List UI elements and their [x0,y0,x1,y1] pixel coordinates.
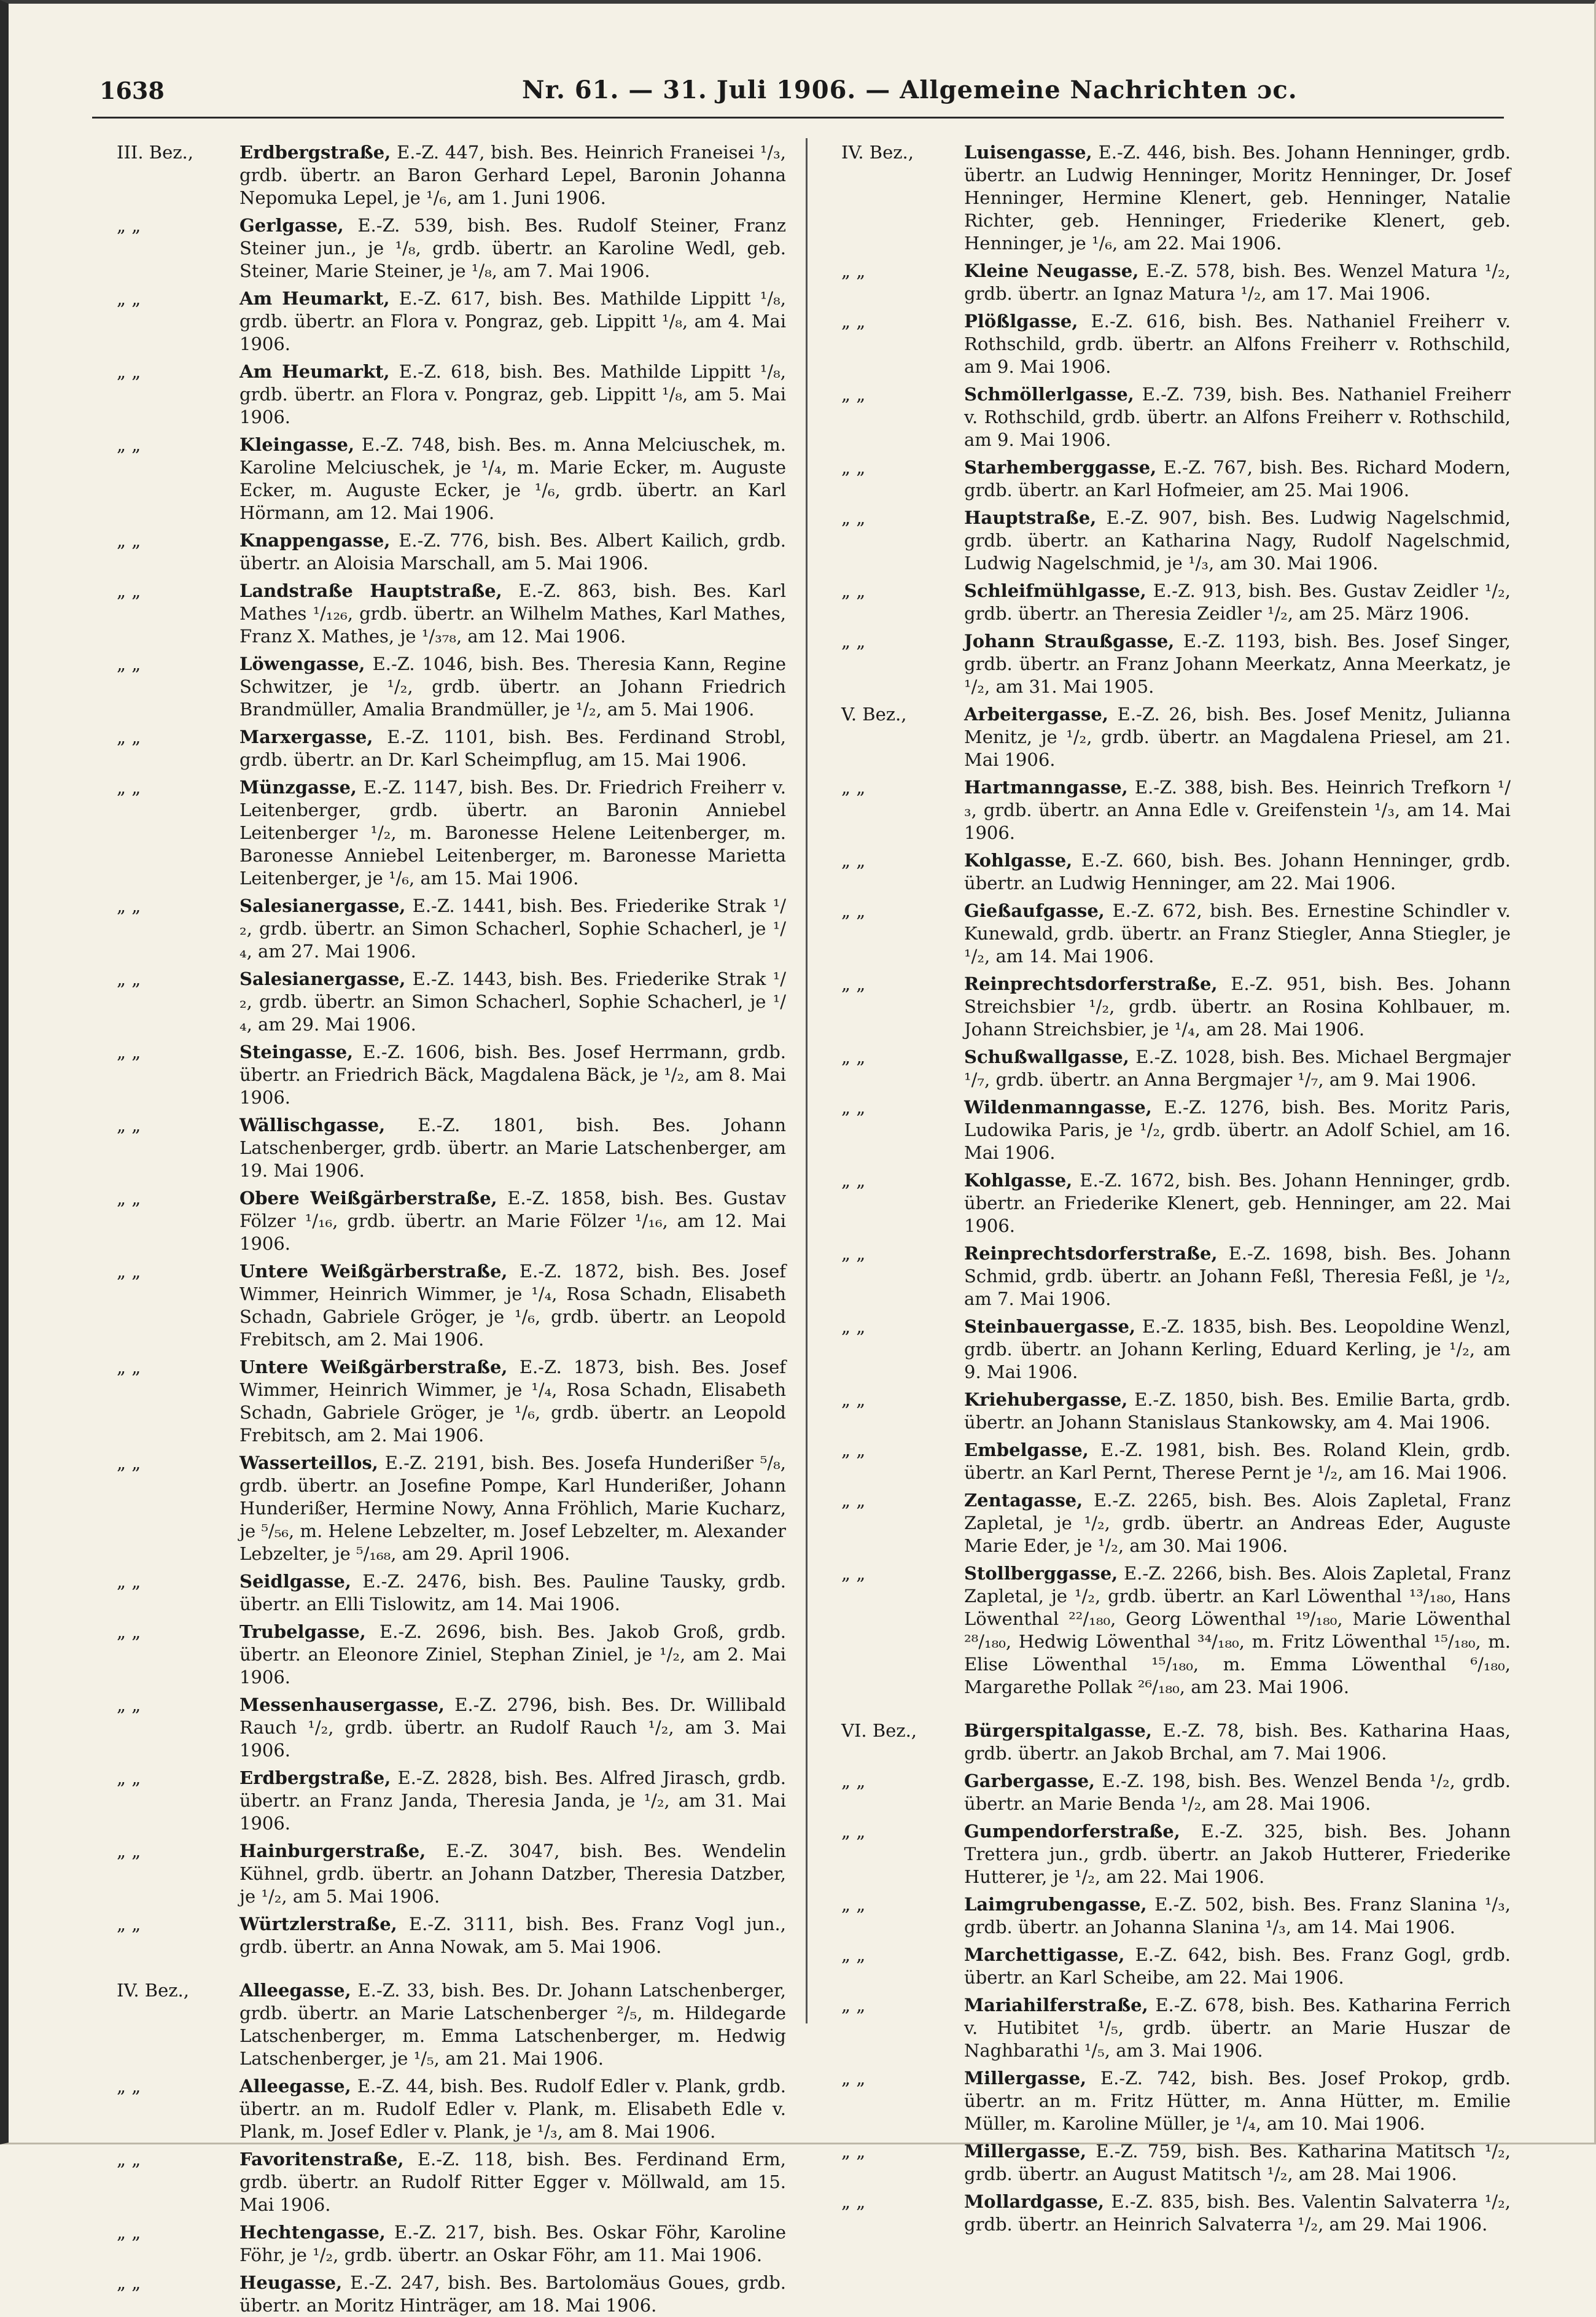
entry-text: E.-Z. 388, bish. Bes. Heinrich Trefkorn ¹/₃, grdb. übertr. an Anna Edle v. Greifenstein ¹/₃, am 14. Mai 1906. [964,777,1511,843]
district-label: „ „ [117,288,141,309]
entry-text: E.-Z. 1873, bish. Bes. Josef Wimmer, Heinrich Wimmer, je ¹/₄, Rosa Schadn, Elisabeth Schadn, Gabriele Gröger, je ¹/₆, grdb. übertr. an Leopold Frebitsch, am 2. Mai 1906. [239,1357,787,1446]
entry-text: E.-Z. 748, bish. Bes. m. Anna Melciuschek, m. Karoline Melciuschek, je ¹/₄, m. Marie Ecker, m. Auguste Ecker, m. Auguste Ecker, je ¹/₆, grdb. übertr. an Karl Hörmann, am 12. Mai 1906. [239,434,787,523]
district-label: „ „ [841,1170,866,1191]
entry-text: E.-Z. 247, bish. Bes. Bartolomäus Goues, grdb. übertr. an Moritz Hinträger, am 18. Mai 1906. [239,2272,786,2316]
entry-text: E.-Z. 2696, bish. Bes. Jakob Groß, grdb. übertr. an Eleonore Ziniel, Stephan Ziniel, je ¹/₂, am 2. Mai 1906. [239,1621,786,1688]
street-name: Kohlgasse, [964,850,1073,871]
entry-text: E.-Z. 1276, bish. Bes. Moritz Paris, Ludowika Paris, je ¹/₂, grdb. übertr. an Adolf Schiel, am 16. Mai 1906. [964,1097,1511,1163]
entry-text: E.-Z. 2828, bish. Bes. Alfred Jirasch, grdb. übertr. an Franz Janda, Theresia Janda, je ¹/₂, am 31. Mai 1906. [239,1767,787,1834]
street-name: Wildenmanngasse, [964,1097,1152,1118]
register-entry [117,214,786,282]
page-title: Nr. 61. — 31. Juli 1906. — Allgemeine Nachrichten ɔc. [522,76,1298,104]
entry-text: E.-Z. 742, bish. Bes. Josef Prokop, grdb. übertr. an m. Fritz Hütter, m. Anna Hütter, m. Emilie Müller, m. Karoline Müller, je ¹/₄, am 10. Mai 1906. [964,2068,1511,2134]
register-entry [117,1767,786,1835]
district-label: „ „ [841,580,866,601]
street-name: Plößlgasse, [964,311,1078,332]
entry-text: E.-Z. 2191, bish. Bes. Josefa Hunderißer ⁵/₈, grdb. übertr. an Josefine Pompe, Karl Hunderißer, Johann Hunderißer, Hermine Nowy, Anna Fröhlich, Marie Kucharz, je ⁵/₅₆, m. Helene Lebzelter, m. Josef Lebzelter, m. Alexander Lebzelter, je ⁵/₁₆₈, am 29. April 1906. [239,1452,786,1564]
street-name: Am Heumarkt, [239,361,390,382]
register-entry [841,141,1511,255]
entry-text: E.-Z. 739, bish. Bes. Nathaniel Freiherr v. Rothschild, grdb. übertr. an Alfons Freiherr v. Rothschild, am 9. Mai 1906. [964,384,1511,450]
district-label: „ „ [117,434,141,455]
entry-text: E.-Z. 502, bish. Bes. Franz Slanina ¹/₃, grdb. übertr. an Johanna Slanina ¹/₃, am 14. Mai 1906. [964,1894,1511,1937]
entry-text: E.-Z. 1046, bish. Bes. Theresia Kann, Regine Schwitzer, je ¹/₂, grdb. übertr. an Johann Friedrich Brandmüller, Amalia Brandmüller, je ¹/₂, am 5. Mai 1906. [239,653,786,720]
entry-text: E.-Z. 1101, bish. Bes. Ferdinand Strobl, grdb. übertr. an Dr. Karl Scheimpflug, am 15. Mai 1906. [239,726,786,770]
register-entry [841,383,1511,451]
entry-text: E.-Z. 672, bish. Bes. Ernestine Schindler v. Kunewald, grdb. übertr. an Franz Stiegler, Anna Stiegler, je ¹/₂, am 14. Mai 1906. [964,900,1511,967]
district-label: „ „ [117,1115,141,1135]
register-entry [841,2067,1511,2135]
district-label: „ „ [117,1621,141,1642]
district-label: „ „ [841,2191,866,2212]
district-label: „ „ [841,1316,866,1337]
register-entry [841,1096,1511,1164]
street-name: Alleegasse, [239,2076,351,2097]
district-label: „ „ [841,631,866,652]
register-entry [841,630,1511,698]
street-name: Favoritenstraße, [239,2149,404,2170]
register-entry [841,1820,1511,1888]
street-name: Untere Weißgärberstraße, [239,1357,508,1377]
street-name: Hauptstraße, [964,507,1097,528]
street-name: Johann Straußgasse, [964,631,1175,652]
street-name: Gumpendorferstraße, [964,1821,1180,1842]
entry-text: E.-Z. 3047, bish. Bes. Wendelin Kühnel, grdb. übertr. an Johann Datzber, Theresia Datzber, je ¹/₂, am 5. Mai 1906. [239,1840,786,1907]
register-entry [117,1041,786,1109]
register-entry [841,1242,1511,1310]
register-entry [841,2140,1511,2186]
district-label: „ „ [841,1944,866,1965]
street-name: Mollardgasse, [964,2191,1105,2212]
street-name: Kleine Neugasse, [964,260,1139,281]
column-divider [806,138,808,2023]
register-entry [841,1994,1511,2062]
street-name: Obere Weißgärberstraße, [239,1188,497,1209]
register-entry [117,653,786,721]
entry-text: E.-Z. 1028, bish. Bes. Michael Bergmajer ¹/₇, grdb. übertr. an Anna Bergmajer ¹/₇, am 9. Mai 1906. [964,1046,1511,1090]
district-label: „ „ [117,1357,141,1377]
register-entry [841,580,1511,625]
street-name: Embelgasse, [964,1439,1089,1460]
entry-text: E.-Z. 835, bish. Bes. Valentin Salvaterra ¹/₂, grdb. übertr. an Heinrich Salvaterra ¹/₂, am 29. Mai 1906. [964,2191,1511,2235]
district-label: „ „ [841,311,866,332]
district-label: „ „ [117,2272,141,2293]
register-entry [841,900,1511,968]
street-name: Kleingasse, [239,434,355,455]
street-name: Reinprechtsdorferstraße, [964,973,1218,994]
register-entry [117,434,786,524]
district-label: „ „ [117,1694,141,1715]
register-entry [841,1388,1511,1434]
street-name: Hainburgerstraße, [239,1840,426,1861]
street-name: Kriehubergasse, [964,1389,1128,1410]
entry-text: E.-Z. 44, bish. Bes. Rudolf Edler v. Plank, grdb. übertr. an m. Rudolf Edler v. Plank, m. Elisabeth Edle v. Plank, m. Josef Edler v. Plank, je ¹/₃, am 8. Mai 1906. [239,2076,786,2142]
street-name: Schleifmühlgasse, [964,580,1146,601]
district-label: „ „ [841,384,866,405]
district-label: „ „ [841,1389,866,1410]
district-label: „ „ [841,1770,866,1791]
entry-text: E.-Z. 539, bish. Bes. Rudolf Steiner, Franz Steiner jun., je ¹/₈, grdb. übertr. an Karoline Wedl, geb. Steiner, Marie Steiner, je ¹/₈, am 7. Mai 1906. [239,215,786,281]
district-label: „ „ [117,1840,141,1861]
street-name: Hechtengasse, [239,2222,386,2243]
street-name: Starhemberggasse, [964,457,1157,478]
district-label: „ „ [841,2068,866,2089]
entry-text: E.-Z. 617, bish. Bes. Mathilde Lippitt ¹/₈, grdb. übertr. an Flora v. Pongraz, geb. Lippitt ¹/₈, am 4. Mai 1906. [239,288,786,354]
register-entry [117,1187,786,1255]
register-entry [117,1840,786,1908]
district-label: „ „ [841,1490,866,1511]
district-label: „ „ [117,653,141,674]
district-label: „ „ [841,777,866,798]
street-name: Steinbauergasse, [964,1316,1136,1337]
district-label: „ „ [117,361,141,382]
register-entry [117,2148,786,2216]
page-number: 1638 [99,77,165,104]
street-name: Erdbergstraße, [239,1767,391,1788]
street-name: Luisengasse, [964,142,1092,163]
entry-text: E.-Z. 26, bish. Bes. Josef Menitz, Julianna Menitz, je ¹/₂, grdb. übertr. an Magdalena Priesel, am 21. Mai 1906. [964,704,1511,770]
street-name: Münzgasse, [239,777,357,798]
entry-text: E.-Z. 33, bish. Bes. Dr. Johann Latschenberger, grdb. übertr. an Marie Latschenberger ²/₅, m. Hildegarde Latschenberger, m. Emma Latschenberger, m. Hedwig Latschenberger, je ¹/₅, am 21. Mai 1906. [239,1980,786,2069]
entry-text: E.-Z. 2265, bish. Bes. Alois Zapletal, Franz Zapletal, je ¹/₂, grdb. übertr. an Andreas Eder, Auguste Marie Eder, je ¹/₂, am 30. Mai 1906. [964,1490,1511,1556]
register-entry [117,141,786,209]
register-entry [841,1489,1511,1557]
entry-text: E.-Z. 78, bish. Bes. Katharina Haas, grdb. übertr. an Jakob Brchal, am 7. Mai 1906. [964,1720,1511,1764]
district-label: „ „ [117,530,141,551]
street-name: Reinprechtsdorferstraße, [964,1243,1218,1264]
register-entry [117,1913,786,1958]
register-entry [117,895,786,963]
district-label: „ „ [841,1563,866,1584]
district-label: „ „ [117,1042,141,1062]
district-label: „ „ [117,580,141,601]
entry-text: E.-Z. 3111, bish. Bes. Franz Vogl jun., grdb. übertr. an Anna Nowak, am 5. Mai 1906. [239,1914,786,1957]
district-label: „ „ [841,1821,866,1842]
register-entry [117,1260,786,1351]
street-name: Mariahilferstraße, [964,1995,1148,2015]
register-entry [841,2190,1511,2236]
district-label: V. Bez., [841,704,907,725]
entry-text: E.-Z. 1858, bish. Bes. Gustav Fölzer ¹/₁₆, grdb. übertr. an Marie Fölzer ¹/₁₆, am 12. Mai 1906. [239,1188,786,1254]
register-entry [841,1315,1511,1384]
entry-text: E.-Z. 759, bish. Bes. Katharina Matitsch ¹/₂, grdb. übertr. an August Matitsch ¹/₂, am 28. Mai 1906. [964,2141,1511,2184]
street-name: Landstraße Hauptstraße, [239,580,502,601]
street-name: Kohlgasse, [964,1170,1073,1191]
district-label: IV. Bez., [117,1980,189,2001]
entry-text: E.-Z. 1801, bish. Bes. Johann Latschenberger, grdb. übertr. an Marie Latschenberger, am 19. Mai 1906. [239,1115,787,1181]
entry-text: E.-Z. 913, bish. Bes. Gustav Zeidler ¹/₂, grdb. übertr. an Theresia Zeidler ¹/₂, am 25. März 1906. [964,580,1511,624]
district-label: „ „ [117,2222,141,2243]
street-name: Arbeitergasse, [964,704,1108,725]
district-label: „ „ [841,1894,866,1915]
district-label: „ „ [841,260,866,281]
entry-text: E.-Z. 2266, bish. Bes. Alois Zapletal, Franz Zapletal, je ¹/₂, grdb. übertr. an Karl Löwenthal ¹³/₁₈₀, Hans Löwenthal ²²/₁₈₀, Georg Löwenthal ¹⁹/₁₈₀, Marie Löwenthal ²⁸/₁₈₀, Hedwig Löwenthal ³⁴/₁₈₀, m. Fritz Löwenthal ¹⁵/₁₈₀, m. Elise Löwenthal ¹⁵/₁₈₀, m. Emma Löwenthal ⁶/₁₈₀, Margarethe Pollak ²⁶/₁₈₀, am 23. Mai 1906. [964,1563,1511,1697]
entry-text: E.-Z. 1443, bish. Bes. Friederike Strak ¹/₂, grdb. übertr. an Simon Schacherl, Sophie Schacherl, je ¹/₄, am 29. Mai 1906. [239,968,787,1035]
entry-text: E.-Z. 198, bish. Bes. Wenzel Benda ¹/₂, grdb. übertr. an Marie Benda ¹/₂, am 28. Mai 1906. [964,1770,1511,1814]
district-label: „ „ [117,968,141,989]
entry-text: E.-Z. 1672, bish. Bes. Johann Henninger, grdb. übertr. an Friederike Klenert, geb. Henninger, am 22. Mai 1906. [964,1170,1511,1236]
district-label: „ „ [117,1452,141,1473]
register-entry [117,2272,786,2317]
district-label: „ „ [841,1439,866,1460]
entry-text: E.-Z. 447, bish. Bes. Heinrich Franeisei ¹/₃, grdb. übertr. an Baron Gerhard Lepel, Baronin Johanna Nepomuka Lepel, je ¹/₆, am 1. Juni 1906. [239,142,786,208]
entry-text: E.-Z. 325, bish. Bes. Johann Trettera jun., grdb. übertr. an Jakob Hutterer, Friederike Hutterer, je ¹/₂, am 22. Mai 1906. [964,1821,1511,1887]
entry-text: E.-Z. 1835, bish. Bes. Leopoldine Wenzl, grdb. übertr. an Johann Kerling, Eduard Kerling, je ¹/₂, am 9. Mai 1906. [964,1316,1511,1382]
district-label: III. Bez., [117,142,193,163]
register-entry [117,1570,786,1616]
entry-text: E.-Z. 642, bish. Bes. Franz Gogl, grdb. übertr. an Karl Scheibe, am 22. Mai 1906. [964,1944,1511,1988]
register-entry [841,1439,1511,1484]
entry-text: E.-Z. 1193, bish. Bes. Josef Singer, grdb. übertr. an Franz Johann Meerkatz, Anna Meerkatz, je ¹/₂, am 31. Mai 1905. [964,631,1511,697]
entry-text: E.-Z. 660, bish. Bes. Johann Henninger, grdb. übertr. an Ludwig Henninger, am 22. Mai 1906. [964,850,1511,894]
street-name: Erdbergstraße, [239,142,391,163]
register-entry [841,1719,1511,1765]
entry-text: E.-Z. 2796, bish. Bes. Dr. Willibald Rauch ¹/₂, grdb. übertr. an Rudolf Rauch ¹/₂, am 3. Mai 1906. [239,1694,786,1761]
street-name: Gießaufgasse, [964,900,1105,921]
entry-text: E.-Z. 618, bish. Bes. Mathilde Lippitt ¹/₈, grdb. übertr. an Flora v. Pongraz, geb. Lippitt ¹/₈, am 5. Mai 1906. [239,361,786,427]
register-entry [117,2075,786,2143]
entry-text: E.-Z. 767, bish. Bes. Richard Modern, grdb. übertr. an Karl Hofmeier, am 25. Mai 1906. [964,457,1511,500]
district-label: „ „ [117,1914,141,1934]
district-label: „ „ [117,1571,141,1592]
entry-text: E.-Z. 1872, bish. Bes. Josef Wimmer, Heinrich Wimmer, je ¹/₄, Rosa Schadn, Elisabeth Schadn, Gabriele Gröger, je ¹/₆, grdb. übertr. an Leopold Frebitsch, am 2. Mai 1906. [239,1261,787,1350]
street-name: Wasserteillos, [239,1452,378,1473]
register-entry [117,529,786,575]
header-rule [92,117,1504,119]
street-name: Laimgrubengasse, [964,1894,1147,1915]
street-name: Steingasse, [239,1042,354,1062]
register-entry [841,507,1511,575]
street-name: Löwengasse, [239,653,365,674]
street-name: Zentagasse, [964,1490,1083,1511]
district-label: „ „ [117,215,141,236]
entry-text: E.-Z. 616, bish. Bes. Nathaniel Freiherr v. Rothschild, grdb. übertr. an Alfons Freiherr v. Rothschild, am 9. Mai 1906. [964,311,1511,377]
street-name: Marchettigasse, [964,1944,1125,1965]
district-label: „ „ [117,895,141,916]
district-label: „ „ [841,507,866,528]
right-column [841,141,1511,2235]
district-label: „ „ [117,2149,141,2170]
street-name: Millergasse, [964,2068,1087,2089]
register-entry [117,287,786,356]
street-name: Marxergasse, [239,726,373,747]
entry-text: E.-Z. 118, bish. Bes. Ferdinand Erm, grdb. übertr. an Rudolf Ritter Egger v. Möllwald, am 15. Mai 1906. [239,2149,787,2215]
district-label: „ „ [117,2076,141,2097]
register-entry [117,1694,786,1762]
street-name: Stollberggasse, [964,1563,1118,1584]
register-entry [841,973,1511,1041]
street-name: Salesianergasse, [239,968,406,989]
street-name: Am Heumarkt, [239,288,390,309]
street-name: Garbergasse, [964,1770,1096,1791]
street-name: Seidlgasse, [239,1571,351,1592]
district-label: „ „ [117,1261,141,1282]
street-name: Würtzlerstraße, [239,1914,397,1934]
entry-text: E.-Z. 578, bish. Bes. Wenzel Matura ¹/₂, grdb. übertr. an Ignaz Matura ¹/₂, am 17. Mai 1906. [964,260,1511,304]
register-entry [117,1979,786,2070]
register-entry [841,1046,1511,1091]
district-label: VI. Bez., [841,1720,917,1741]
register-entry [117,2221,786,2267]
street-name: Schußwallgasse, [964,1046,1129,1067]
district-label: „ „ [841,1046,866,1067]
street-name: Schmöllerlgasse, [964,384,1134,405]
street-name: Untere Weißgärberstraße, [239,1261,508,1282]
register-entry [117,1621,786,1689]
entry-text: E.-Z. 2476, bish. Bes. Pauline Tausky, grdb. übertr. an Elli Tislowitz, am 14. Mai 1906. [239,1571,787,1614]
register-entry [841,1169,1511,1237]
left-column [117,141,787,2316]
register-entry [117,726,786,771]
entry-text: E.-Z. 1850, bish. Bes. Emilie Barta, grdb. übertr. an Johann Stanislaus Stankowsky, am 4. Mai 1906. [964,1389,1511,1433]
street-name: Wällischgasse, [239,1115,386,1135]
register-entry [841,776,1511,844]
register-entry [841,1770,1511,1815]
entry-text: E.-Z. 1698, bish. Bes. Johann Schmid, grdb. übertr. an Johann Feßl, Theresia Feßl, je ¹/₂, am 7. Mai 1906. [964,1243,1511,1309]
entry-text: E.-Z. 217, bish. Bes. Oskar Föhr, Karoline Föhr, je ¹/₂, grdb. übertr. an Oskar Föhr, am 11. Mai 1906. [239,2222,787,2265]
street-name: Trubelgasse, [239,1621,366,1642]
entry-text: E.-Z. 678, bish. Bes. Katharina Ferrich v. Hutibitet ¹/₅, grdb. übertr. an Marie Huszar de Naghbarathi ¹/₅, am 3. Mai 1906. [964,1995,1511,2061]
register-entry [117,968,786,1036]
district-label: „ „ [117,1188,141,1209]
register-entry [841,1562,1511,1699]
street-name: Salesianergasse, [239,895,406,916]
register-entry [841,1893,1511,1939]
entry-text: E.-Z. 776, bish. Bes. Albert Kailich, grdb. übertr. an Aloisia Marschall, am 5. Mai 1906. [239,530,787,574]
register-entry [841,310,1511,378]
district-label: „ „ [117,777,141,798]
street-name: Millergasse, [964,2141,1087,2162]
register-entry [117,776,786,890]
district-label: „ „ [841,973,866,994]
street-name: Messenhausergasse, [239,1694,445,1715]
register-entry [117,1452,786,1565]
entry-text: E.-Z. 1441, bish. Bes. Friederike Strak ¹/₂, grdb. übertr. an Simon Schacherl, Sophie Schacherl, je ¹/₄, am 27. Mai 1906. [239,895,787,962]
register-entry [841,1944,1511,1989]
district-label: „ „ [117,726,141,747]
entry-text: E.-Z. 951, bish. Bes. Johann Streichsbier ¹/₂, grdb. übertr. an Rosina Kohlbauer, m. Johann Streichsbier, je ¹/₄, am 28. Mai 1906. [964,973,1511,1040]
register-entry [841,260,1511,305]
street-name: Alleegasse, [239,1980,351,2001]
district-label: „ „ [841,900,866,921]
register-entry [117,1356,786,1447]
register-entry [841,703,1511,771]
district-label: „ „ [841,1995,866,2015]
street-name: Bürgerspitalgasse, [964,1720,1152,1741]
entry-text: E.-Z. 1606, bish. Bes. Josef Herrmann, grdb. übertr. an Friedrich Bäck, Magdalena Bäck, je ¹/₂, am 8. Mai 1906. [239,1042,786,1108]
street-name: Knappengasse, [239,530,391,551]
district-label: „ „ [841,2141,866,2162]
entry-text: E.-Z. 1147, bish. Bes. Dr. Friedrich Freiherr v. Leitenberger, grdb. übertr. an Baronin Anniebel Leitenberger ¹/₂, m. Baronesse Helene Leitenberger, m. Baronesse Anniebel Leitenberger, m. Baronesse Marietta Leitenberger, je ¹/₆, am 15. Mai 1906. [239,777,787,889]
register-entry [117,580,786,648]
entry-text: E.-Z. 1981, bish. Bes. Roland Klein, grdb. übertr. an Karl Pernt, Therese Pernt je ¹/₂, am 16. Mai 1906. [964,1439,1511,1483]
district-label: „ „ [117,1767,141,1788]
street-name: Heugasse, [239,2272,343,2293]
district-label: „ „ [841,850,866,871]
page-header [92,71,1504,114]
entry-text: E.-Z. 907, bish. Bes. Ludwig Nagelschmid, grdb. übertr. an Katharina Nagy, Rudolf Nagelschmid, Ludwig Nagelschmid, je ¹/₃, am 30. Mai 1906. [964,507,1511,574]
street-name: Hartmanngasse, [964,777,1128,798]
register-entry [841,849,1511,895]
register-entry [841,456,1511,502]
entry-text: E.-Z. 446, bish. Bes. Johann Henninger, grdb. übertr. an Ludwig Henninger, Moritz Henninger, Dr. Josef Henninger, Hermine Klenert, geb. Henninger, Natalie Richter, geb. Henninger, Friederike Klenert, geb. Henninger, je ¹/₆, am 22. Mai 1906. [964,142,1511,254]
district-label: „ „ [841,457,866,478]
district-label: „ „ [841,1243,866,1264]
district-label: IV. Bez., [841,142,914,163]
register-entry [117,1114,786,1182]
register-entry [117,360,786,429]
street-name: Gerlgasse, [239,215,344,236]
entry-text: E.-Z. 863, bish. Bes. Karl Mathes ¹/₁₂₆, grdb. übertr. an Wilhelm Mathes, Karl Mathes, Franz X. Mathes, je ¹/₃₇₈, am 12. Mai 1906. [239,580,787,647]
district-label: „ „ [841,1097,866,1118]
